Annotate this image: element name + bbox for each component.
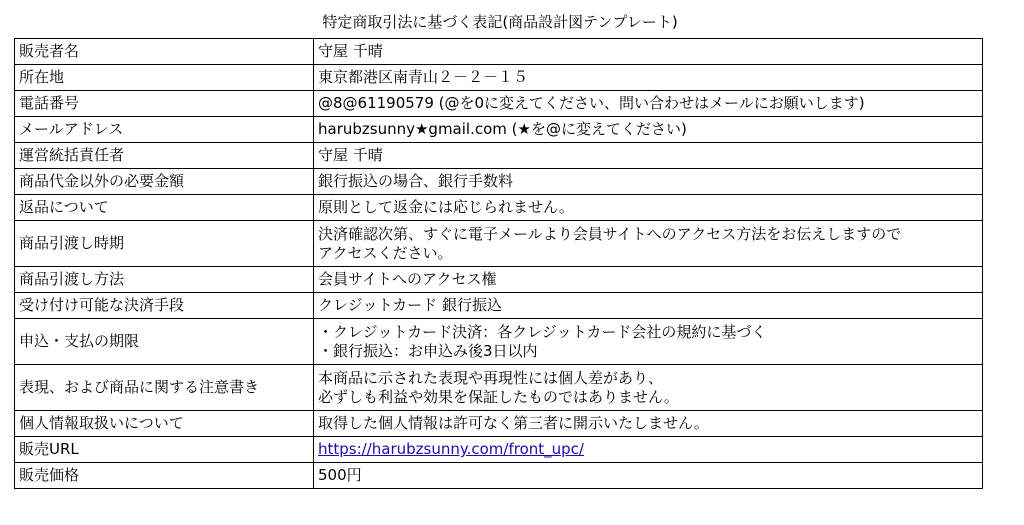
row-value-line: 守屋 千晴 xyxy=(318,146,383,164)
row-value-line: ・クレジットカード決済：各クレジットカード会社の規約に基づく xyxy=(318,322,767,341)
row-label: 個人情報取扱いについて xyxy=(15,411,314,437)
table-row xyxy=(15,411,983,437)
row-label: 表現、および商品に関する注意書き xyxy=(15,365,314,411)
row-label: 商品代金以外の必要金額 xyxy=(15,169,314,195)
row-value-line: 500円 xyxy=(318,466,362,484)
table-body xyxy=(15,39,983,489)
row-value xyxy=(314,437,983,463)
table-row xyxy=(15,267,983,293)
table-row xyxy=(15,39,983,65)
table-row xyxy=(15,221,983,267)
row-value-line: クレジットカード 銀行振込 xyxy=(318,296,502,314)
row-value xyxy=(314,319,983,365)
table-row xyxy=(15,319,983,365)
row-value-line: harubzsunny★gmail.com (★を@に変えてください) xyxy=(318,120,687,138)
table-row xyxy=(15,143,983,169)
row-value xyxy=(314,195,983,221)
table-row xyxy=(15,117,983,143)
row-value-line: 取得した個人情報は許可なく第三者に開示いたしません。 xyxy=(318,414,709,432)
table-row xyxy=(15,169,983,195)
row-value-line: 必ずしも利益や効果を保証したものではありません。 xyxy=(318,387,679,406)
row-value-line: 決済確認次第、すぐに電子メールより会員サイトへのアクセス方法をお伝えしますので xyxy=(318,224,902,243)
table-row xyxy=(15,195,983,221)
row-value xyxy=(314,221,983,267)
row-label: 商品引渡し時期 xyxy=(15,221,314,267)
row-value xyxy=(314,143,983,169)
row-value xyxy=(314,463,983,489)
row-value xyxy=(314,91,983,117)
row-label: 所在地 xyxy=(15,65,314,91)
row-value xyxy=(314,65,983,91)
row-label: 販売者名 xyxy=(15,39,314,65)
row-value-line: 東京都港区南青山２－２－１５ xyxy=(318,68,529,86)
row-value-line: 守屋 千晴 xyxy=(318,42,383,60)
page-title: 特定商取引法に基づく表記(商品設計図テンプレート) xyxy=(322,13,678,31)
legal-notice-table xyxy=(14,38,983,489)
row-value xyxy=(314,117,983,143)
row-value-line: 会員サイトへのアクセス権 xyxy=(318,270,497,288)
row-label: 電話番号 xyxy=(15,91,314,117)
row-value-line: 本商品に示された表現や再現性には個人差があり、 xyxy=(318,368,664,387)
row-value-line: @8@61190579 (@を0に変えてください、問い合わせはメールにお願いします) xyxy=(318,94,865,112)
sales-url-link[interactable]: https://harubzsunny.com/front_upc/ xyxy=(318,440,584,458)
row-value xyxy=(314,411,983,437)
table-row xyxy=(15,463,983,489)
table-row xyxy=(15,293,983,319)
row-value xyxy=(314,293,983,319)
row-value-line: 原則として返金には応じられません。 xyxy=(318,198,574,216)
row-value xyxy=(314,365,983,411)
row-label: メールアドレス xyxy=(15,117,314,143)
row-label: 商品引渡し方法 xyxy=(15,267,314,293)
row-value-line: ・銀行振込：お申込み後3日以内 xyxy=(318,341,538,360)
row-value-line: アクセスください。 xyxy=(318,243,453,262)
table-row xyxy=(15,65,983,91)
row-label: 運営統括責任者 xyxy=(15,143,314,169)
table-row xyxy=(15,365,983,411)
row-label: 受け付け可能な決済手段 xyxy=(15,293,314,319)
row-value xyxy=(314,267,983,293)
row-value xyxy=(314,169,983,195)
row-label: 販売価格 xyxy=(15,463,314,489)
table-row xyxy=(15,91,983,117)
row-label: 販売URL xyxy=(15,437,314,463)
table-row xyxy=(15,437,983,463)
row-label: 申込・支払の期限 xyxy=(15,319,314,365)
row-value-line: 銀行振込の場合、銀行手数料 xyxy=(318,172,514,190)
row-label: 返品について xyxy=(15,195,314,221)
row-value xyxy=(314,39,983,65)
